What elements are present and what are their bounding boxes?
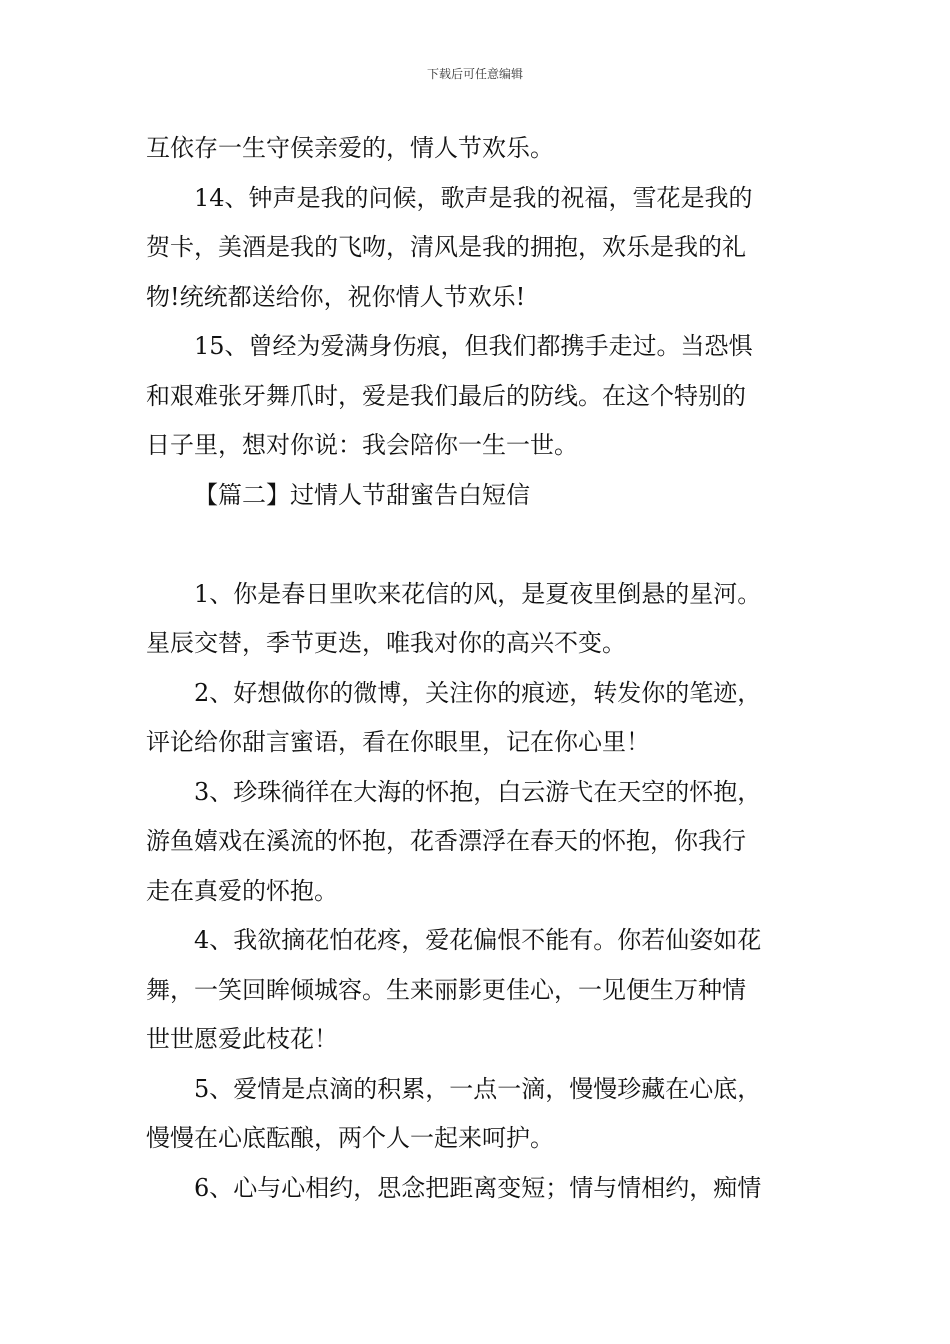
- paragraph-line: 物!统统都送给你，祝你情人节欢乐!: [146, 282, 526, 311]
- paragraph-line: 和艰难张牙舞爪时，爱是我们最后的防线。在这个特别的: [146, 381, 746, 410]
- paragraph-first-line: 2、好想做你的微博，关注你的痕迹，转发你的笔迹，: [194, 678, 762, 707]
- paragraph-line: 评论给你甜言蜜语，看在你眼里，记在你心里！: [146, 728, 650, 756]
- paragraph-line: 互依存一生守侯亲爱的，情人节欢乐。: [146, 134, 554, 162]
- document-body: [146, 128, 806, 1217]
- paragraph-first-line: 3、珍珠徜徉在大海的怀抱，白云游弋在天空的怀抱，: [194, 777, 762, 806]
- paragraph-first-line: 14、钟声是我的问候，歌声是我的祝福，雪花是我的: [194, 183, 753, 212]
- paragraph-first-line: 6、心与心相约，思念把距离变短；情与情相约，痴情: [194, 1173, 762, 1202]
- paragraph-first-line: 15、曾经为爱满身伤痕，但我们都携手走过。当恐惧: [194, 332, 753, 360]
- paragraph-line: 世世愿爱此枝花！: [146, 1025, 338, 1053]
- paragraph-line: 走在真爱的怀抱。: [146, 876, 338, 905]
- blank-line: [146, 524, 806, 574]
- paragraph-first-line: 【篇二】过情人节甜蜜告白短信: [194, 480, 530, 509]
- paragraph-line: 舞，一笑回眸倾城容。生来丽影更佳心，一见便生万种情: [146, 975, 746, 1004]
- paragraph-line: 贺卡，美酒是我的飞吻，清风是我的拥抱，欢乐是我的礼: [146, 233, 746, 261]
- paragraph-line: 星辰交替，季节更迭，唯我对你的高兴不变。: [146, 629, 626, 657]
- paragraph-first-line: 1、你是春日里吹来花信的风，是夏夜里倒悬的星河。: [194, 579, 762, 608]
- paragraph-line: 游鱼嬉戏在溪流的怀抱，花香漂浮在春天的怀抱，你我行: [146, 827, 746, 855]
- paragraph-line: 日子里，想对你说：我会陪你一生一世。: [146, 431, 578, 459]
- paragraph-first-line: 5、爱情是点滴的积累，一点一滴，慢慢珍藏在心底，: [194, 1074, 762, 1103]
- page-header: 下载后可任意编辑: [426, 67, 523, 81]
- paragraph-line: 慢慢在心底酝酿，两个人一起来呵护。: [146, 1124, 554, 1152]
- paragraph-first-line: 4、我欲摘花怕花疼，爱花偏恨不能有。你若仙姿如花: [194, 926, 762, 954]
